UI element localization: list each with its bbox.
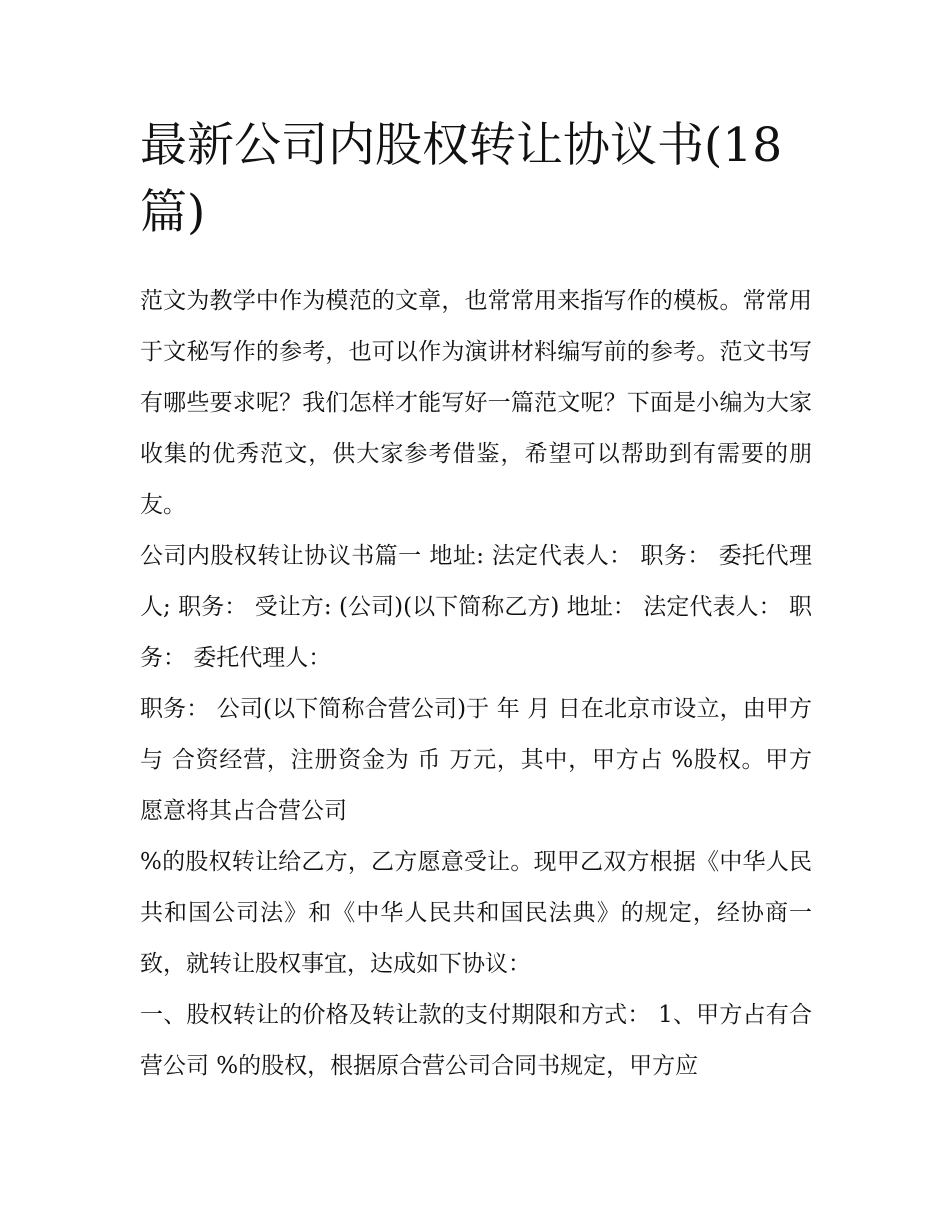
document-title: 最新公司内股权转让协议书(18篇) xyxy=(140,118,783,240)
document-body xyxy=(140,112,812,1092)
intro-paragraph: 范文为教学中作为模范的文章，也常常用来指写作的模板。常常用于文秘写作的参考，也可以作为演讲材料编写前的参考。范文书写有哪些要求呢？我们怎样才能写好一篇范文呢？下面是小编为大家收集的优秀范文，供大家参考借鉴，希望可以帮助到有需要的朋友。 xyxy=(140,288,812,518)
parties-paragraph: 公司内股权转让协议书篇一 地址: 法定代表人： 职务： 委托代理人; 职务： 受让方: (公司)(以下简称乙方) 地址： 法定代表人： 职务： 委托代理人： xyxy=(140,543,812,671)
company-paragraph: 职务： 公司(以下简称合营公司)于 年 月 日在北京市设立，由甲方与 合资经营，注册资金为 币 万元，其中，甲方占 %股权。甲方愿意将其占合营公司 xyxy=(140,696,812,824)
transfer-paragraph: %的股权转让给乙方，乙方愿意受让。现甲乙双方根据《中华人民共和国公司法》和《中华人民共和国民法典》的规定，经协商一致，就转让股权事宜，达成如下协议： xyxy=(140,849,812,977)
clause-one-paragraph: 一、股权转让的价格及转让款的支付期限和方式： 1、甲方占有合营公司 %的股权，根据原合营公司合同书规定，甲方应 xyxy=(140,1002,812,1079)
